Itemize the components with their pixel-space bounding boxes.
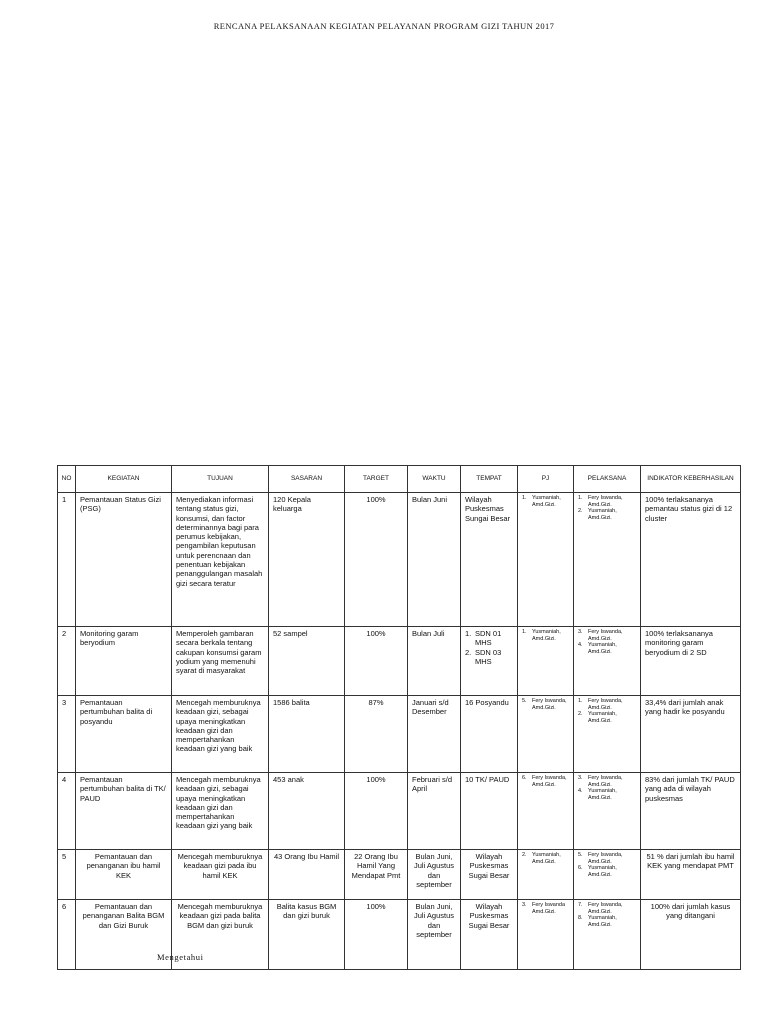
cell-pelaksana bbox=[574, 900, 641, 970]
list-item bbox=[578, 495, 636, 508]
cell-sasaran: 43 Orang Ibu Hamil bbox=[269, 850, 345, 900]
cell-tujuan: Menyediakan informasi tentang status gizi, konsumsi, dan factor determinannya bagi para perumus kebijakan, pengambilan keputusan untuk perencnaan dan penentuan kebijakan penanggulangan masalah gizi secara teratur bbox=[172, 493, 269, 627]
cell-waktu: Bulan Juli bbox=[408, 627, 461, 696]
table-row bbox=[58, 627, 741, 696]
list-item bbox=[522, 852, 569, 865]
table-row bbox=[58, 850, 741, 900]
cell-pelaksana bbox=[574, 850, 641, 900]
cell-pj bbox=[518, 696, 574, 773]
cell-indikator: 83% dari jumlah TK/ PAUD yang ada di wilayah puskesmas bbox=[641, 773, 741, 850]
header-no: NO bbox=[58, 466, 76, 493]
cell-waktu: Januari s/d Desember bbox=[408, 696, 461, 773]
list-number: 1. bbox=[578, 698, 583, 704]
list-text: Fery Iswanda, Amd.Gizi. bbox=[588, 902, 623, 915]
list-text: Fery Iswanda, Amd.Gizi. bbox=[588, 629, 623, 642]
cell-kegiatan: Pemantauan dan penanganan Balita BGM dan Gizi Buruk bbox=[76, 900, 172, 970]
list-text: Fery Iswanda, Amd.Gizi. bbox=[588, 698, 623, 711]
pelaksana-list bbox=[578, 902, 636, 928]
list-item bbox=[522, 629, 569, 642]
list-number: 2. bbox=[578, 711, 583, 718]
cell-tujuan: Memperoleh gambaran secara berkala tentang cakupan konsumsi garam yodium yang memenuhi syarat di masyarakat bbox=[172, 627, 269, 696]
cell-pj bbox=[518, 627, 574, 696]
cell-no: 4 bbox=[58, 773, 76, 850]
cell-waktu: Bulan Juni, Juli Agustus dan september bbox=[408, 900, 461, 970]
header-pelaksana: PELAKSANA bbox=[574, 466, 641, 493]
pelaksana-list bbox=[578, 852, 636, 878]
list-text: Yusmaniah, Amd.Gizi. bbox=[588, 508, 617, 521]
cell-tempat: 10 TK/ PAUD bbox=[461, 773, 518, 850]
list-text: Fery Iswanda, Amd.Gizi. bbox=[588, 495, 623, 508]
list-number: 2. bbox=[522, 852, 527, 858]
cell-target: 87% bbox=[345, 696, 408, 773]
cell-kegiatan: Pemantauan Status Gizi (PSG) bbox=[76, 493, 172, 627]
cell-indikator: 100% dari jumlah kasus yang ditangani bbox=[641, 900, 741, 970]
cell-pelaksana bbox=[574, 696, 641, 773]
list-item bbox=[522, 902, 569, 915]
header-tempat: TEMPAT bbox=[461, 466, 518, 493]
list-text: Fery Iswanda, Amd.Gizi. bbox=[532, 698, 567, 711]
cell-pelaksana bbox=[574, 627, 641, 696]
pelaksana-list bbox=[578, 629, 636, 655]
pj-list bbox=[522, 495, 569, 508]
list-number: 5. bbox=[522, 698, 527, 704]
pelaksana-list bbox=[578, 698, 636, 724]
footer-mengetahui: Mengetahui bbox=[157, 952, 204, 962]
header-waktu: WAKTU bbox=[408, 466, 461, 493]
list-number: 6. bbox=[578, 865, 583, 872]
list-number: 3. bbox=[578, 629, 583, 635]
list-text: Yusmaniah, Amd.Gizi. bbox=[588, 642, 617, 655]
list-item bbox=[465, 629, 513, 648]
cell-no: 2 bbox=[58, 627, 76, 696]
table-header-row bbox=[58, 466, 741, 493]
header-indikator: INDIKATOR KEBERHASILAN bbox=[641, 466, 741, 493]
cell-tujuan: Mencegah memburuknya keadaan gizi, sebagai upaya meningkatkan keadaan gizi dan mempertahankan keadaan gizi yang baik bbox=[172, 696, 269, 773]
cell-sasaran: 120 Kepala keluarga bbox=[269, 493, 345, 627]
cell-indikator: 33,4% dari jumlah anak yang hadir ke posyandu bbox=[641, 696, 741, 773]
list-item bbox=[578, 915, 636, 928]
cell-target: 100% bbox=[345, 493, 408, 627]
cell-no: 6 bbox=[58, 900, 76, 970]
cell-indikator: 100% terlaksananya pemantau status gizi di 12 cluster bbox=[641, 493, 741, 627]
cell-sasaran: 1586 balita bbox=[269, 696, 345, 773]
cell-target: 22 Orang Ibu Hamil Yang Mendapat Pmt bbox=[345, 850, 408, 900]
list-item bbox=[465, 648, 513, 667]
pj-list bbox=[522, 698, 569, 711]
list-number: 2. bbox=[578, 508, 583, 515]
list-text: Yusmaniah, Amd.Gizi. bbox=[588, 788, 617, 801]
list-number: 1. bbox=[522, 495, 527, 501]
cell-pj bbox=[518, 900, 574, 970]
cell-tempat bbox=[461, 627, 518, 696]
header-tujuan: TUJUAN bbox=[172, 466, 269, 493]
plan-table bbox=[57, 465, 741, 970]
list-number: 1. bbox=[578, 495, 583, 501]
list-number: 2. bbox=[465, 647, 472, 657]
list-item bbox=[578, 788, 636, 801]
cell-pj bbox=[518, 773, 574, 850]
cell-no: 3 bbox=[58, 696, 76, 773]
cell-waktu: Februari s/d April bbox=[408, 773, 461, 850]
cell-indikator: 100% terlaksananya monitoring garam beryodium di 2 SD bbox=[641, 627, 741, 696]
table-row bbox=[58, 493, 741, 627]
list-number: 5. bbox=[578, 852, 583, 858]
cell-no: 5 bbox=[58, 850, 76, 900]
list-text: SDN 01 MHS bbox=[475, 629, 502, 648]
header-sasaran: SASARAN bbox=[269, 466, 345, 493]
cell-pelaksana bbox=[574, 493, 641, 627]
table-row bbox=[58, 773, 741, 850]
cell-kegiatan: Pemantauan pertumbuhan balita di posyandu bbox=[76, 696, 172, 773]
list-text: Fery Iswanda, Amd.Gizi. bbox=[532, 775, 567, 788]
cell-no: 1 bbox=[58, 493, 76, 627]
pelaksana-list bbox=[578, 775, 636, 801]
cell-waktu: Bulan Juni, Juli Agustus dan september bbox=[408, 850, 461, 900]
list-text: Fery Iswanda, Amd.Gizi. bbox=[588, 775, 623, 788]
pj-list bbox=[522, 902, 569, 915]
document-title: RENCANA PELAKSANAAN KEGIATAN PELAYANAN PROGRAM GIZI TAHUN 2017 bbox=[213, 21, 555, 31]
list-item bbox=[578, 508, 636, 521]
header-kegiatan: KEGIATAN bbox=[76, 466, 172, 493]
list-number: 1. bbox=[465, 629, 472, 638]
header-pj: PJ bbox=[518, 466, 574, 493]
list-number: 8. bbox=[578, 915, 583, 922]
cell-target: 100% bbox=[345, 773, 408, 850]
list-item bbox=[522, 775, 569, 788]
list-number: 4. bbox=[578, 642, 583, 649]
list-item bbox=[578, 629, 636, 642]
list-text: Yusmaniah, Amd.Gizi. bbox=[588, 915, 617, 928]
list-item bbox=[578, 865, 636, 878]
cell-tempat: Wilayah Puskesmas Sungai Besar bbox=[461, 493, 518, 627]
list-number: 4. bbox=[578, 788, 583, 795]
pj-list bbox=[522, 629, 569, 642]
cell-sasaran: 453 anak bbox=[269, 773, 345, 850]
cell-pelaksana bbox=[574, 773, 641, 850]
list-number: 6. bbox=[522, 775, 527, 781]
list-item bbox=[522, 495, 569, 508]
list-item bbox=[578, 642, 636, 655]
header-target: TARGET bbox=[345, 466, 408, 493]
cell-sasaran: Balita kasus BGM dan gizi buruk bbox=[269, 900, 345, 970]
cell-indikator: 51 % dari jumlah ibu hamil KEK yang mendapat PMT bbox=[641, 850, 741, 900]
cell-waktu: Bulan Juni bbox=[408, 493, 461, 627]
pj-list bbox=[522, 852, 569, 865]
pj-list bbox=[522, 775, 569, 788]
list-number: 3. bbox=[578, 775, 583, 781]
list-item bbox=[578, 698, 636, 711]
list-text: SDN 03 MHS bbox=[475, 647, 502, 666]
list-text: Yusmaniah, Amd.Gizi. bbox=[588, 711, 617, 724]
plan-table-container bbox=[57, 465, 741, 939]
cell-tempat: Wilayah Puskesmas Sugai Besar bbox=[461, 900, 518, 970]
cell-tujuan: Mencegah memburuknya keadaan gizi pada balita BGM dan gizi buruk bbox=[172, 900, 269, 970]
list-item bbox=[578, 711, 636, 724]
cell-tempat: Wilayah Puskesmas Sugai Besar bbox=[461, 850, 518, 900]
list-text: Yusmaniah, Amd.Gizi. bbox=[532, 495, 561, 508]
list-text: Fery Iswanda Amd.Gizi. bbox=[532, 902, 566, 915]
list-item bbox=[522, 698, 569, 711]
cell-tujuan: Mencegah memburuknya keadaan gizi, sebagai upaya meningkatkan keadaan gizi dan mempertahankan keadaan gizi yang baik bbox=[172, 773, 269, 850]
cell-target: 100% bbox=[345, 900, 408, 970]
list-item bbox=[578, 852, 636, 865]
cell-sasaran: 52 sampel bbox=[269, 627, 345, 696]
list-number: 1. bbox=[522, 629, 527, 635]
cell-target: 100% bbox=[345, 627, 408, 696]
list-number: 3. bbox=[522, 902, 527, 908]
cell-tempat: 16 Posyandu bbox=[461, 696, 518, 773]
list-text: Fery Iswanda, Amd.Gizi. bbox=[588, 852, 623, 865]
table-row bbox=[58, 696, 741, 773]
cell-kegiatan: Monitoring garam beryodium bbox=[76, 627, 172, 696]
cell-pj bbox=[518, 493, 574, 627]
list-text: Yusmaniah, Amd.Gizi. bbox=[532, 852, 561, 865]
list-text: Yusmaniah, Amd.Gizi. bbox=[532, 629, 561, 642]
cell-kegiatan: Pemantauan pertumbuhan balita di TK/ PAUD bbox=[76, 773, 172, 850]
cell-pj bbox=[518, 850, 574, 900]
pelaksana-list bbox=[578, 495, 636, 521]
cell-tujuan: Mencegah memburuknya keadaan gizi pada ibu hamil KEK bbox=[172, 850, 269, 900]
tempat-list bbox=[465, 629, 513, 666]
cell-kegiatan: Pemantauan dan penanganan ibu hamil KEK bbox=[76, 850, 172, 900]
list-text: Yusmaniah, Amd.Gizi. bbox=[588, 865, 617, 878]
list-item bbox=[578, 775, 636, 788]
list-number: 7. bbox=[578, 902, 583, 908]
list-item bbox=[578, 902, 636, 915]
